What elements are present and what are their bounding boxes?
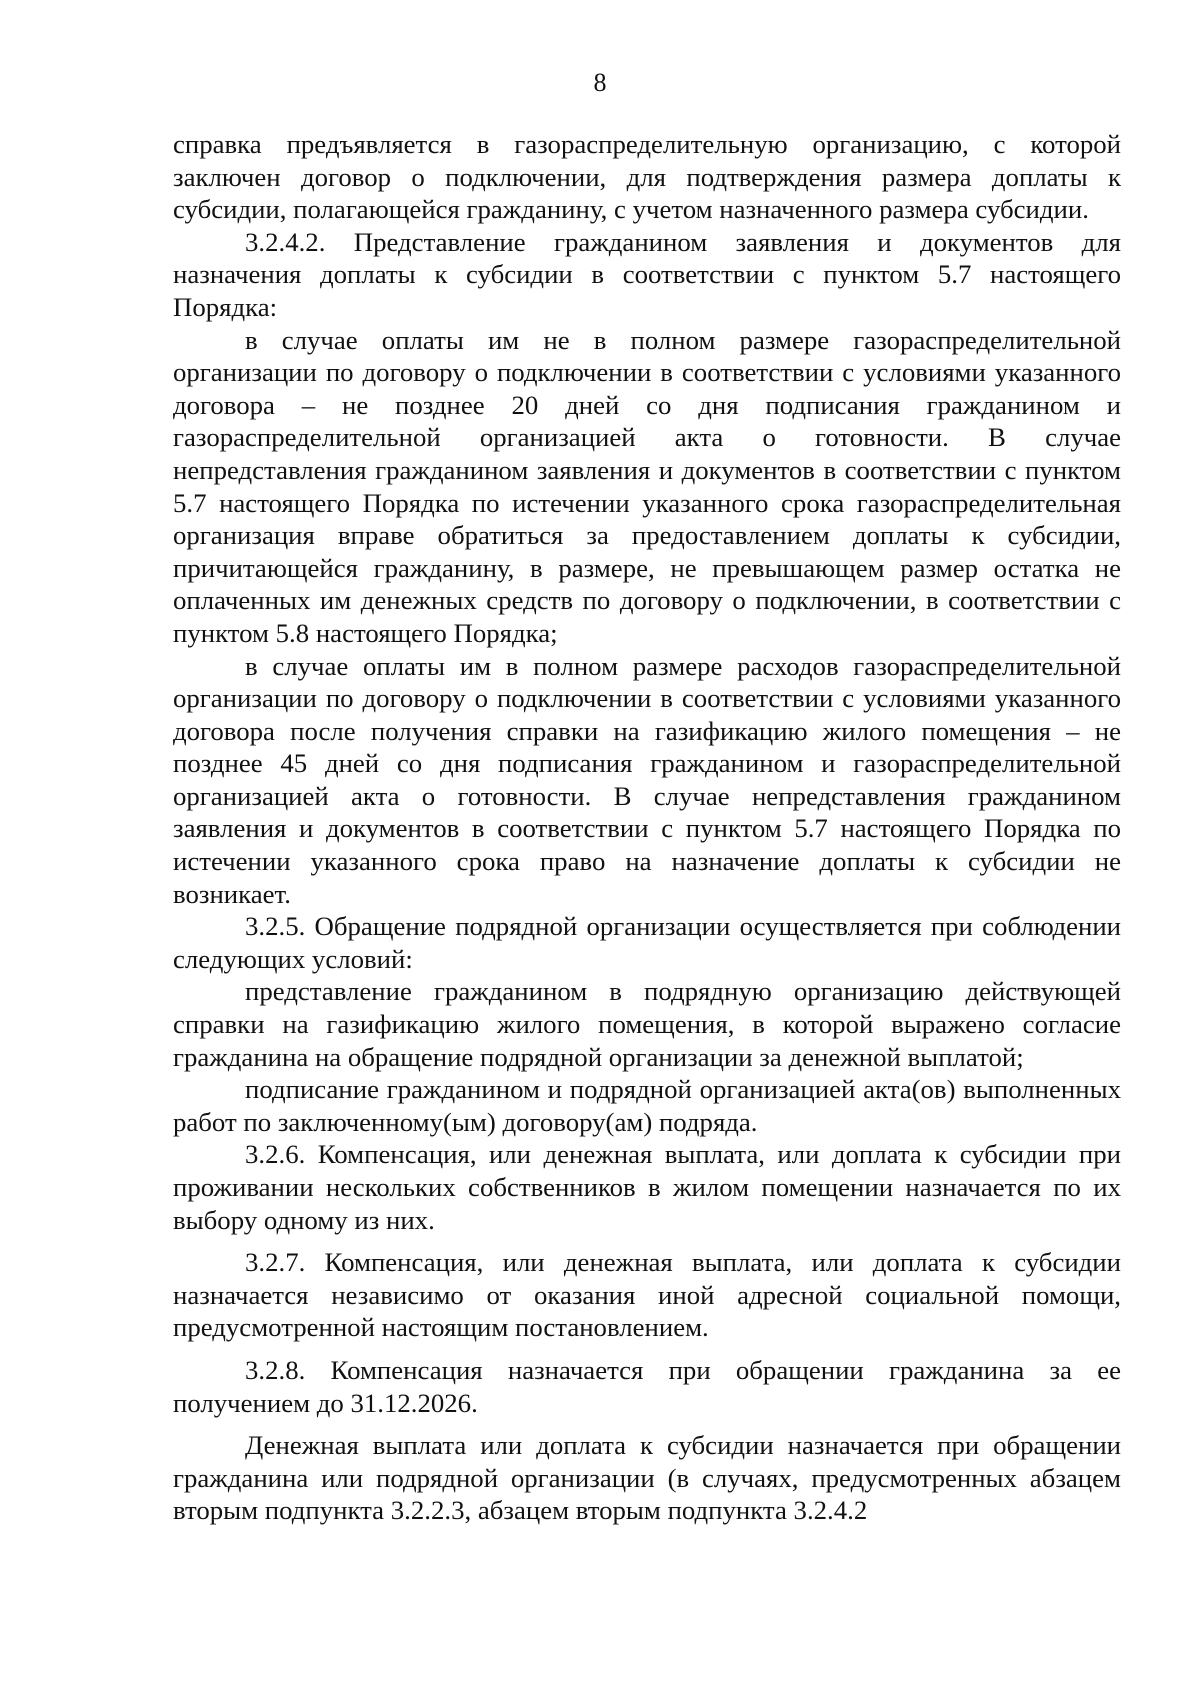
document-body bbox=[173, 128, 1121, 1527]
paragraph-11: Денежная выплата или доплата к субсидии назначается при обращении гражданина или подрядной организации (в случаях, предусмотренных абзацем вторым подпункта 3.2.2.3, абзацем вторым подпункта 3.2.4.2 bbox=[173, 1430, 1121, 1526]
page-number: 8 bbox=[593, 68, 607, 97]
paragraph-8: 3.2.6. Компенсация, или денежная выплата, или доплата к субсидии при проживании нескольких собственников в жилом помещении назначается по их выбору одному из них. bbox=[173, 1139, 1121, 1235]
paragraph-4: в случае оплаты им в полном размере расходов газораспределительной организации по договору о подключении в соответствии с условиями указанного договора после получения справки на газификацию жилого помещения – не позднее 45 дней со дня подписания гражданином и газораспределительной организацией акта о готовности. В случае непредставления гражданином заявления и документов в соответствии с пунктом 5.7 настоящего Порядка по истечении указанного срока право на назначение доплаты к субсидии не возникает. bbox=[173, 650, 1121, 909]
paragraph-7: подписание гражданином и подрядной организацией акта(ов) выполненных работ по заключенному(ым) договору(ам) подряда. bbox=[173, 1074, 1121, 1137]
paragraph-3: в случае оплаты им не в полном размере газораспределительной организации по договору о подключении в соответствии с условиями указанного договора – не позднее 20 дней со дня подписания гражданином и газораспределительной организацией акта о готовности. В случае непредставления гражданином заявления и документов в соответствии с пунктом 5.7 настоящего Порядка по истечении указанного срока газораспределительная организация вправе обратиться за предоставлением доплаты к субсидии, причитающейся гражданину, в размере, не превышающем размер остатка не оплаченных им денежных средств по договору о подключении, в соответствии с пунктом 5.8 настоящего Порядка; bbox=[173, 324, 1121, 648]
paragraph-10: 3.2.8. Компенсация назначается при обращении гражданина за ее получением до 31.12.2026. bbox=[173, 1354, 1121, 1418]
paragraph-5: 3.2.5. Обращение подрядной организации осуществляется при соблюдении следующих условий: bbox=[173, 911, 1121, 974]
paragraph-9: 3.2.7. Компенсация, или денежная выплата, или доплата к субсидии назначается независимо от оказания иной адресной социальной помощи, предусмотренной настоящим постановлением. bbox=[173, 1247, 1121, 1343]
paragraph-1: справка предъявляется в газораспределительную организацию, с которой заключен договор о подключении, для подтверждения размера доплаты к субсидии, полагающейся гражданину, с учетом назначенного размера субсидии. bbox=[173, 129, 1121, 225]
paragraph-2: 3.2.4.2. Представление гражданином заявления и документов для назначения доплаты к субсидии в соответствии с пунктом 5.7 настоящего Порядка: bbox=[173, 226, 1121, 322]
paragraph-6: представление гражданином в подрядную организацию действующей справки на газификацию жилого помещения, в которой выражено согласие гражданина на обращение подрядной организации за денежной выплатой; bbox=[173, 976, 1121, 1072]
